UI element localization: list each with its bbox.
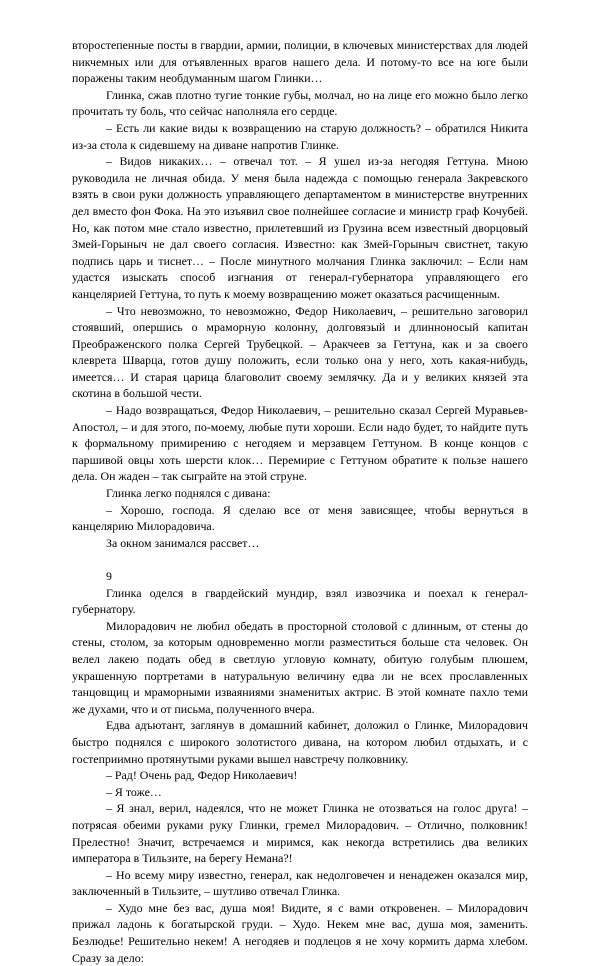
paragraph-9: За окном занимался рассвет… <box>106 535 260 550</box>
paragraph-6: – Надо возвращаться, Федор Николаевич, – решительно сказал Сергей Муравьев-Апостол, – и для этого, по-моему, любые пути хороши. Если надо будет, то найдите путь к формальному примирению с негодяем и мерзавцем Геттуном. В конце концов с паршивой овцы хоть шерсти клок… Перемирие с Геттуном обратите к пользе нашего дела. Он жаден – так сыграйте на этой струне. <box>72 403 528 484</box>
paragraph-16: – Но всему миру известно, генерал, как недолговечен и ненадежен оказался мир, заключенный в Тильзите, – шутливо отвечал Глинка. <box>72 867 528 899</box>
paragraph-17: – Худо мне без вас, душа моя! Видите, я с вами откровенен. – Милорадович прижал ладонь к богатырской груди. – Худо. Некем мне вас, душа моя, заменить. Безлюдье! Решительно некем! А негодяев и подлецов я не хочу кормить дарма хлебом. Сразу за дело: <box>72 900 528 965</box>
paragraph-5: – Что невозможно, то невозможно, Федор Николаевич, – решительно заговорил стоявший, опершись о мраморную колонну, долговязый и длинноносый капитан Преображенского полка Сергей Трубецкой. – Аракчеев за Геттуна, как и за своего клеврета Шварца, готов душу положить, если только она у него, хоть какая-нибудь, имеется… И старая царица благоволит своему землячку. Да и у великих князей эта скотина в большой чести. <box>72 303 528 401</box>
paragraph-12: Едва адъютант, заглянув в домашний кабинет, доложил о Глинке, Милорадович быстро поднялся с широкого золотистого дивана, на котором любил отдыхать, и с гостеприимно протянутыми руками вышел навстречу полковнику. <box>72 718 528 766</box>
paragraph-7: Глинка легко поднялся с дивана: <box>106 486 271 501</box>
document-page <box>72 37 528 966</box>
paragraph-8: – Хорошо, господа. Я сделаю все от меня зависящее, чтобы вернуться в канцелярию Милорадовича. <box>72 502 528 534</box>
paragraph-15: – Я знал, верил, надеялся, что не может Глинка не отозваться на голос друга! – потрясая обеими руками руку Глинки, гремел Милорадович. – Отлично, полковник! Прелестно! Значит, встречаемся и миримся, как некогда встретились два великих императора в Тильзите, на берегу Немана?! <box>72 801 528 866</box>
paragraph-11: Милорадович не любил обедать в просторной столовой с длинным, от стены до стены, столом, за которым одновременно могли разместиться больше ста человек. Он велел лакею подать обед в светлую угловую комнату, обитую голубым плюшем, украшенную портретами в натуральную величину едва ли не всех прославленных танцовщиц и мраморными изваяниями знаменитых актрис. В этой комнате пахло теми же духами, что и от письма, полученного вчера. <box>72 618 528 716</box>
paragraph-1: второстепенные посты в гвардии, армии, полиции, в ключевых министерствах для людей никчемных или для отъявленных врагов нашего дела. И потому-то все на юге были поражены таким необдуманным шагом Глинки… <box>72 38 528 86</box>
paragraph-3: – Есть ли какие виды к возвращению на старую должность? – обратился Никита из-за стола к сидевшему на диване напротив Глинке. <box>72 120 528 152</box>
section-number: 9 <box>106 569 112 583</box>
paragraph-2: Глинка, сжав плотно тугие тонкие губы, молчал, но на лице его можно было легко прочитать ту боль, что сейчас наполняла его сердце. <box>72 87 528 119</box>
paragraph-14: – Я тоже… <box>106 784 162 799</box>
paragraph-10: Глинка оделся в гвардейский мундир, взял извозчика и поехал к генерал-губернатору. <box>72 585 528 617</box>
paragraph-4: – Видов никаких… – отвечал тот. – Я ушел из-за негодяя Геттуна. Мною руководила не личная обида. У меня была надежда с помощью генерала Закревского взять в свои руки должность управляющего департаментом в министерстве внутренних дел вместо фон Фока. На это изъявил свое полнейшее согласие и министр граф Кочубей. Но, как потом мне стало известно, прилетевший из Грузина всем известный дворцовый Змей-Горыныч не дал своего согласия. Известно: как Змей-Горыныч свистнет, такую подпись царь и тиснет… – После минутного молчания Глинка заключил: – Если нам удастся изыскать способ изгнания от генерал-губернатора управляющего его канцелярией Геттуна, то путь к моему возвращению может оказаться расчищенным. <box>72 154 528 301</box>
paragraph-13: – Рад! Очень рад, Федор Николаевич! <box>106 768 298 783</box>
